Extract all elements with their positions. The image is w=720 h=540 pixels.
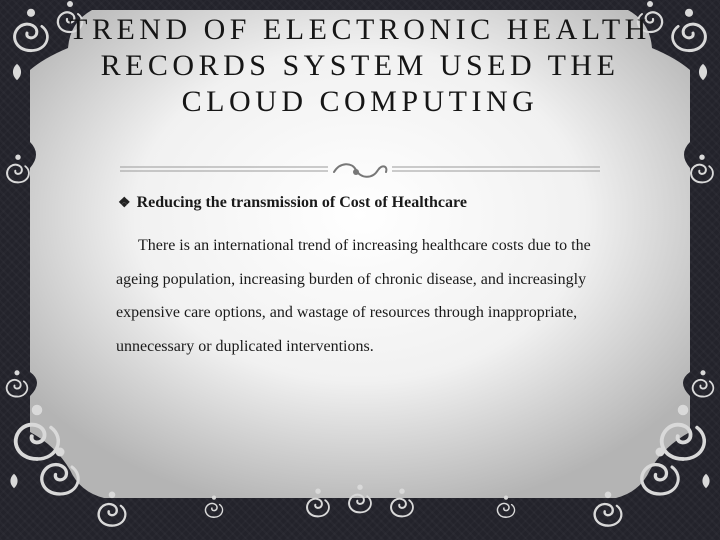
diamond-bullet-icon: ❖ — [118, 195, 131, 211]
bullet-heading: Reducing the transmission of Cost of Healthcare — [136, 194, 467, 211]
body-paragraph: There is an international trend of increasing healthcare costs due to the ageing population, increasing burden of chronic disease, and increasingly expensive care options, and wastage of resources through inappropriate, unnecessary or duplicated interventions. — [116, 237, 591, 355]
flourish-divider-icon — [120, 158, 600, 190]
bullet-item — [118, 194, 598, 212]
slide-title: TREND OF ELECTRONIC HEALTH RECORDS SYSTEM USED THE CLOUD COMPUTING — [69, 13, 651, 118]
